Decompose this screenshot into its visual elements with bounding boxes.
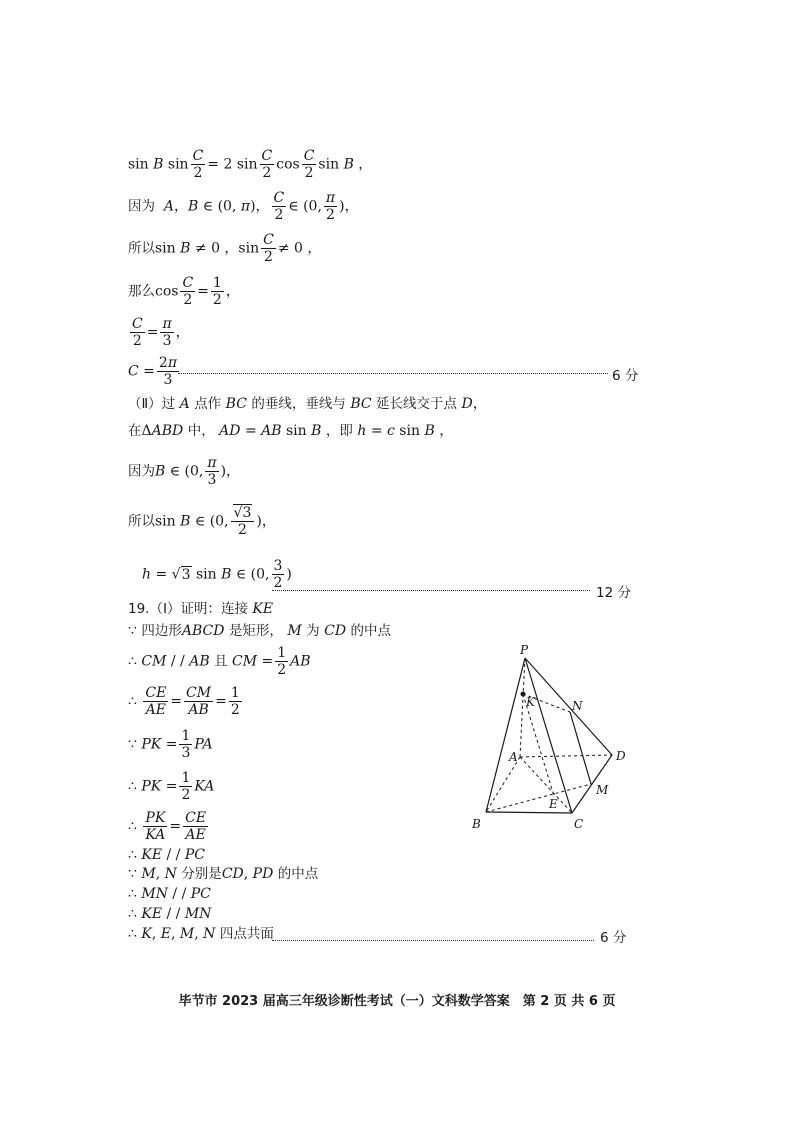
eq-line-2: 因为 A，B ∈ (0, π)， $\frac{C}{2}$ ∈ (0, $\frac{\pi}{2}$ )，: [128, 190, 359, 223]
part2-line-5: h = √3 sin B ∈ (0, $\frac{3}{2}$ ): [142, 558, 292, 591]
edge-PB: [486, 658, 525, 812]
edge-NM: [570, 712, 591, 784]
label-M: M: [596, 783, 609, 797]
edge-AB: [486, 757, 520, 812]
q19-line-5: ∵ PK = $\frac{1}{3}$ PA: [128, 728, 213, 761]
eq-line-3: 所以sin B ≠ 0 ，sin $\frac{C}{2}$ ≠ 0 ，: [128, 232, 322, 265]
score-leader-dots: [272, 590, 590, 591]
point-K: [521, 692, 526, 697]
eq-line-4: 那么cos $\frac{C}{2}$ = $\frac{1}{2}$ ，: [128, 275, 240, 308]
q19-line-6: ∴ PK = $\frac{1}{2}$ KA: [128, 770, 215, 803]
page-footer: 毕节市 2023 届高三年级诊断性考试（一）文科数学答案 第 2 页 共 6 页: [178, 994, 616, 1009]
label-P: P: [520, 643, 529, 657]
score-leader-dots: [178, 373, 608, 374]
label-N: N: [572, 699, 583, 713]
part2-line-1: （Ⅱ）过 A 点作 BC 的垂线，垂线与 BC 延长线交于点 D，: [128, 396, 487, 412]
q19-line-12: ∴ K, E, M, N 四点共面: [128, 926, 274, 942]
q19-line-7: ∴ $\frac{PK}{KA}$ = $\frac{CE}{AE}$: [128, 810, 207, 843]
eq-line-1: sin B sin $\frac{C}{2}$ = 2 sin $\frac{C}{2}$ cos $\frac{C}{2}$ sin B ，: [128, 148, 373, 181]
score-label: 6 分: [612, 368, 639, 384]
label-B: B: [472, 817, 481, 831]
edge-KE: [523, 694, 554, 796]
q19-line-2: ∵ 四边形ABCD 是矩形， M 为 CD 的中点: [128, 623, 392, 639]
part2-line-3: 因为B ∈ (0, $\frac{\pi}{3}$ )，: [128, 455, 241, 488]
edge-AC: [520, 757, 572, 813]
eq-line-5: $\frac{C}{2}$ = $\frac{\pi}{3}$ ，: [132, 316, 190, 349]
q19-line-8: ∴ KE / / PC: [128, 847, 205, 863]
part2-line-2: 在ΔABD 中， AD = AB sin B ，即 h = c sin B ，: [128, 423, 454, 439]
score-label: 12 分: [596, 585, 631, 601]
label-K: K: [526, 695, 535, 709]
edge-PC: [525, 658, 572, 813]
pyramid-figure: [462, 640, 642, 840]
edge-BC: [486, 812, 572, 813]
q19-line-11: ∴ KE / / MN: [128, 906, 212, 922]
q19-line-9: ∵ M, N 分别是CD, PD 的中点: [128, 866, 319, 882]
edge-AD: [520, 755, 612, 757]
part2-line-4: 所以sin B ∈ (0, $\frac{√3}{2}$ )，: [128, 505, 276, 538]
eq-line-6: C = $\frac{2\pi}{3}$: [128, 355, 178, 388]
label-C: C: [574, 817, 584, 831]
label-A: A: [509, 750, 518, 764]
q19-line-1: 19.（Ⅰ）证明：连接 KE: [128, 601, 274, 617]
edge-PD: [525, 658, 612, 755]
label-D: D: [616, 749, 626, 763]
q19-line-10: ∴ MN / / PC: [128, 886, 211, 902]
label-E: E: [549, 797, 558, 811]
q19-line-3: ∴ CM / / AB 且 CM = $\frac{1}{2}$ AB: [128, 645, 311, 678]
score-label: 6 分: [600, 930, 627, 946]
score-leader-dots: [272, 940, 594, 941]
q19-line-4: ∴ $\frac{CE}{AE}$ = $\frac{CM}{AB}$ = $\frac{1}{2}$: [128, 685, 240, 718]
